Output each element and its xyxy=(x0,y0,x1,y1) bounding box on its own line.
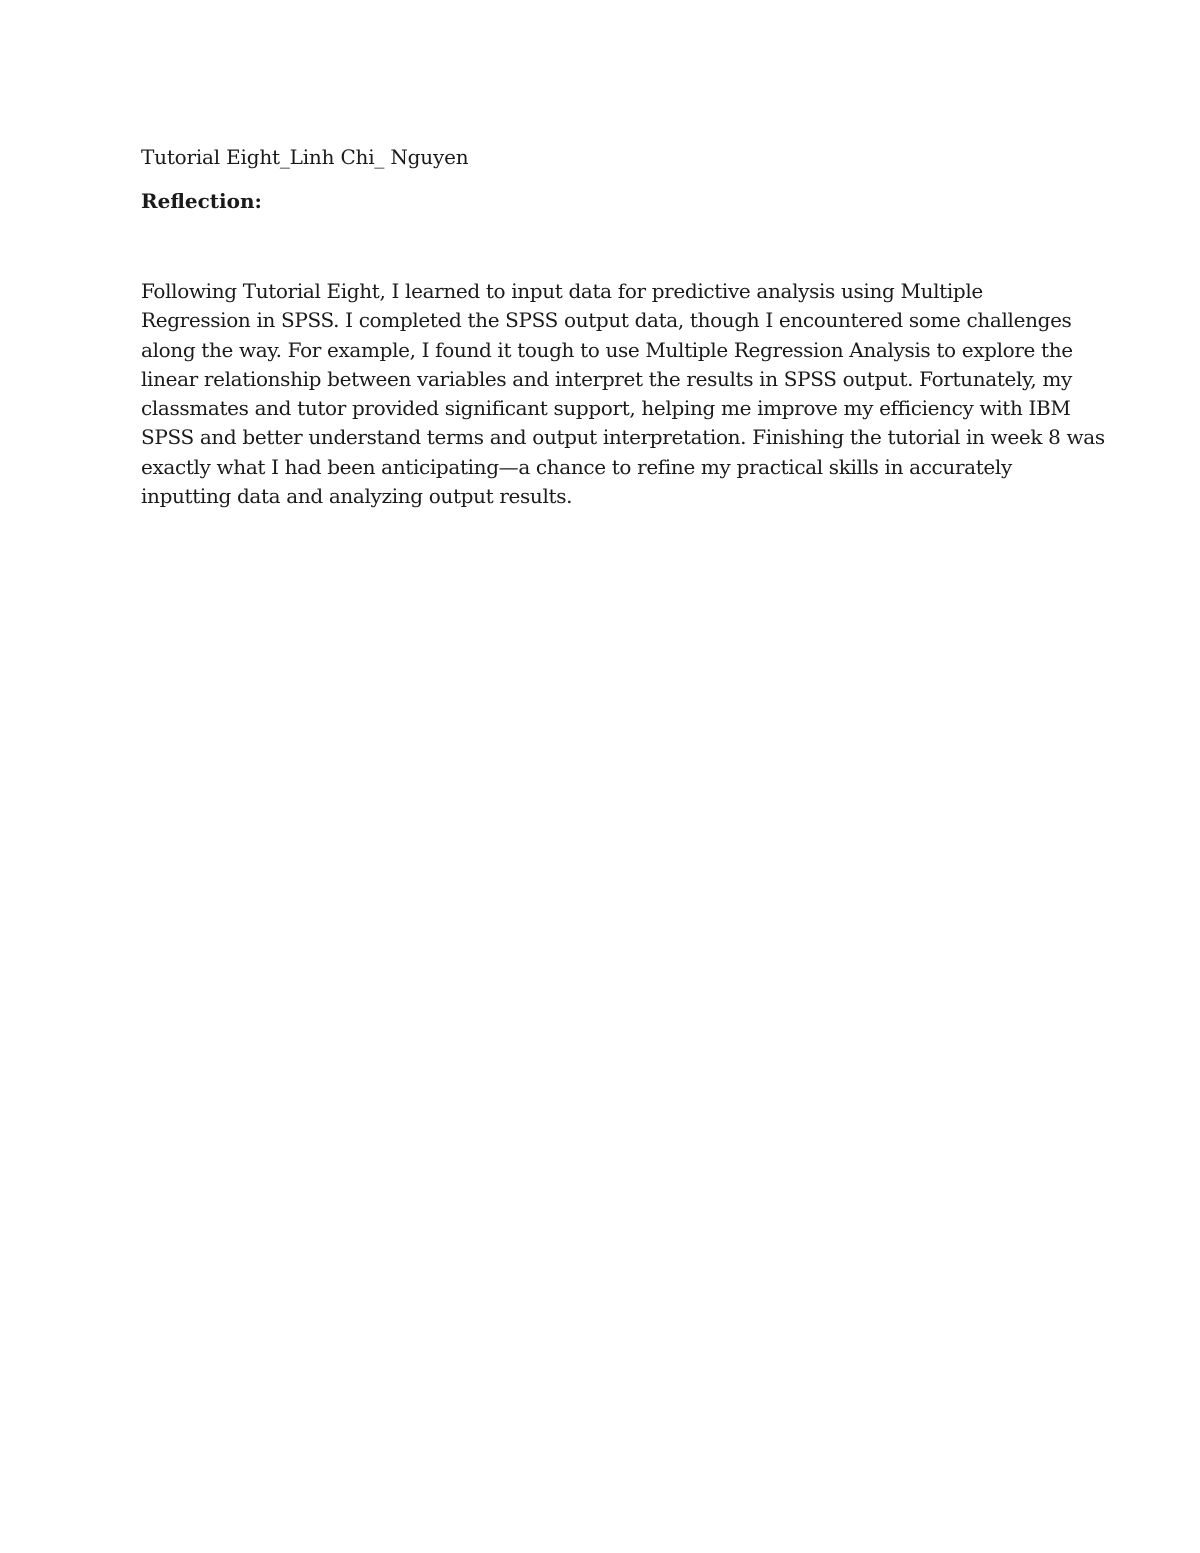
paragraph-line: linear relationship between variables and interpret the results in SPSS output. Fortunately, my xyxy=(141,366,1072,391)
reflection-paragraph xyxy=(141,277,1105,511)
paragraph-line: along the way. For example, I found it tough to use Multiple Regression Analysis to explore the xyxy=(141,337,1073,362)
paragraph-line: SPSS and better understand terms and output interpretation. Finishing the tutorial in week 8 was xyxy=(141,425,1105,450)
paragraph-line: inputting data and analyzing output results. xyxy=(141,484,573,509)
reflection-heading: Reflection: xyxy=(141,189,262,213)
document-title: Tutorial Eight_Linh Chi_ Nguyen xyxy=(141,145,469,169)
paragraph-line: Regression in SPSS. I completed the SPSS output data, though I encountered some challenges xyxy=(141,308,1072,333)
paragraph-line: exactly what I had been anticipating—a chance to refine my practical skills in accurately xyxy=(141,454,1012,479)
paragraph-line: classmates and tutor provided significant support, helping me improve my efficiency with IBM xyxy=(141,396,1071,421)
paragraph-line: Following Tutorial Eight, I learned to input data for predictive analysis using Multiple xyxy=(141,279,983,303)
